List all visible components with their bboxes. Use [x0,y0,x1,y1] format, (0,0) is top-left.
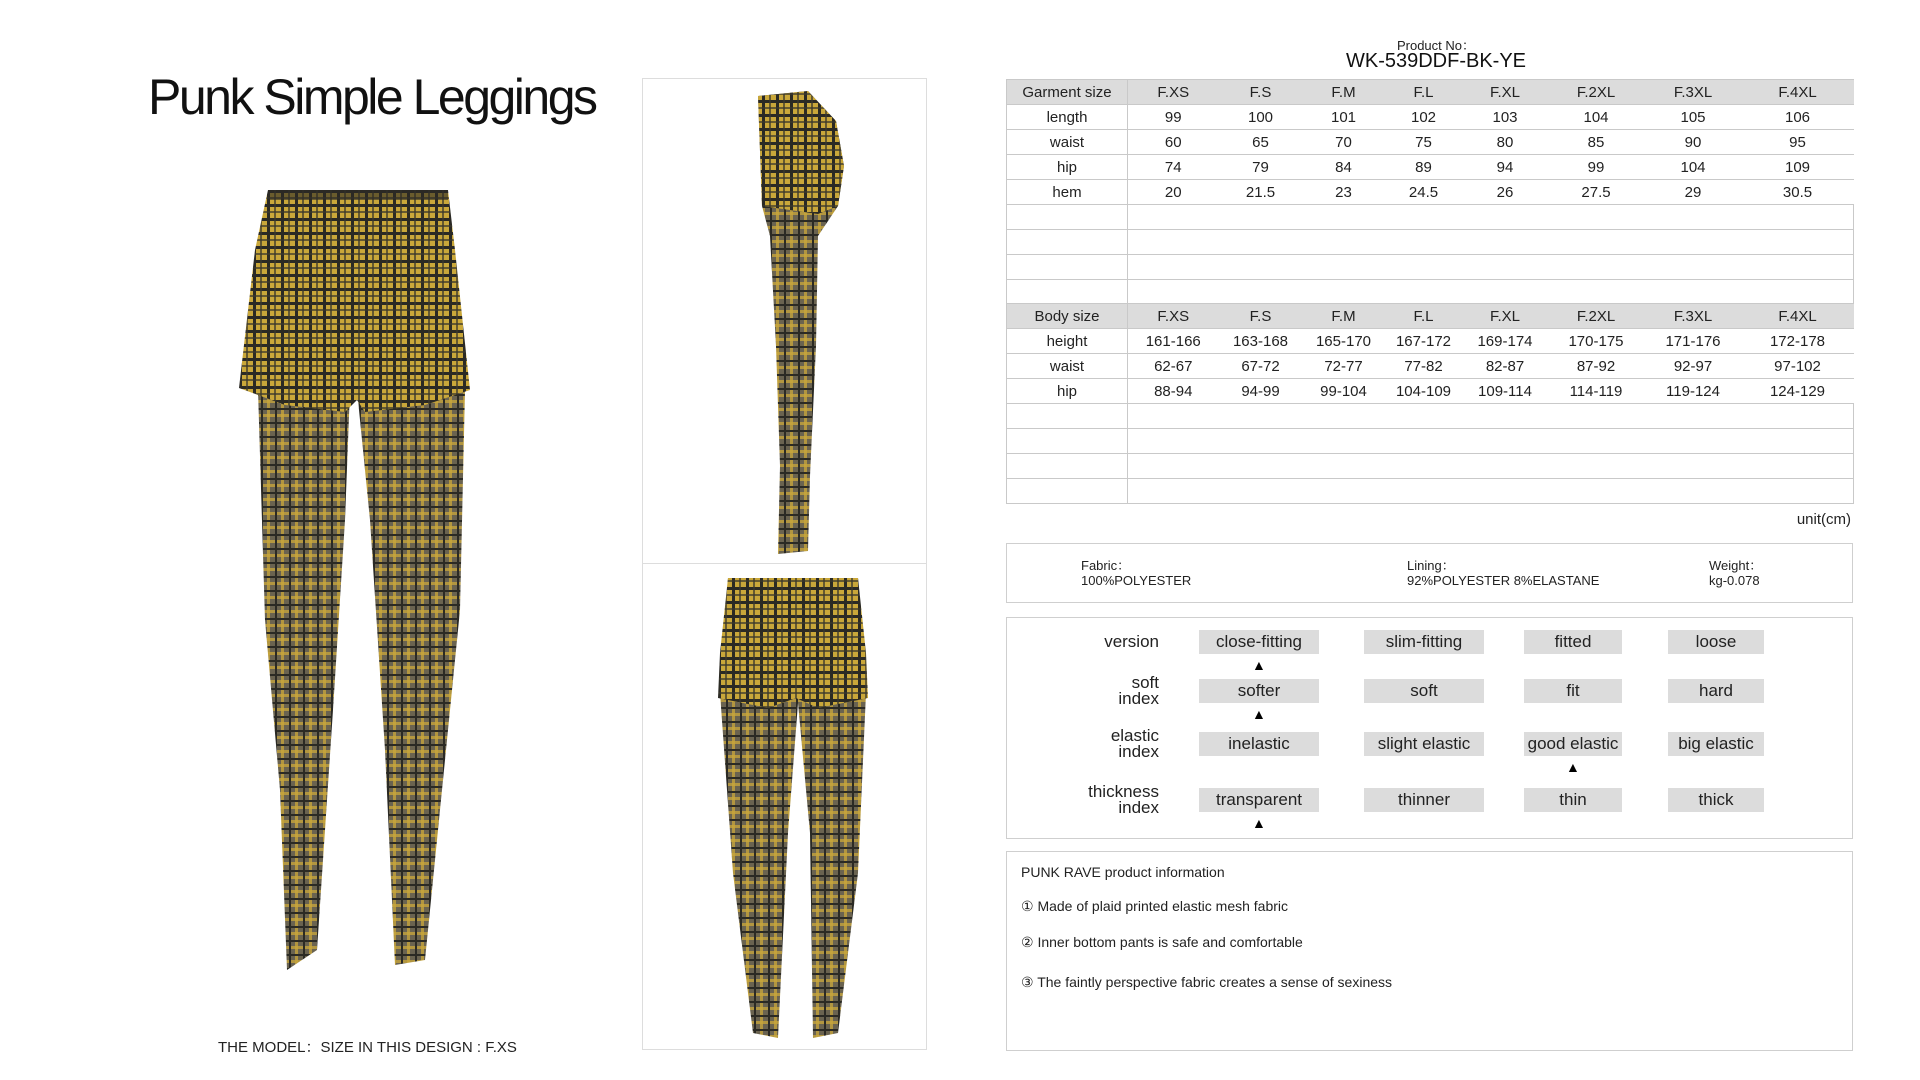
table-cell: 90 [1645,130,1742,155]
table-cell: 99-104 [1303,379,1385,404]
table-cell: 105 [1645,105,1742,130]
index-option: close-fitting [1199,630,1319,654]
table-cell: 161-166 [1128,329,1219,354]
index-option: loose [1668,630,1764,654]
table-cell: 67-72 [1219,354,1303,379]
header-cell: F.XS [1128,304,1219,329]
table-row [1007,105,1854,130]
table-cell: 100 [1219,105,1303,130]
weight-info [1709,558,1762,588]
body-size-block [1006,303,1853,530]
header-cell: F.XL [1463,304,1548,329]
table-cell: 165-170 [1303,329,1385,354]
table-cell: 119-124 [1645,379,1742,404]
table-cell: 101 [1303,105,1385,130]
table-cell: 109 [1742,155,1854,180]
table-cell: 70 [1303,130,1385,155]
table-cell: 77-82 [1385,354,1463,379]
header-cell: F.S [1219,80,1303,105]
index-option: thinner [1364,788,1484,812]
header-cell: F.4XL [1742,304,1854,329]
table-cell: 99 [1128,105,1219,130]
table-cell: 72-77 [1303,354,1385,379]
header-cell: F.M [1303,80,1385,105]
garment-header-row [1007,80,1854,105]
index-option: slight elastic [1364,732,1484,756]
table-cell: 104-109 [1385,379,1463,404]
header-cell: F.2XL [1548,80,1645,105]
table-cell: 88-94 [1128,379,1219,404]
table-cell: 163-168 [1219,329,1303,354]
empty-row [1007,230,1854,255]
index-label: soft index [1118,673,1159,708]
lining-value: 92%POLYESTER 8%ELASTANE [1407,573,1600,588]
empty-row [1007,255,1854,280]
table-cell: 60 [1128,130,1219,155]
table-cell: 82-87 [1463,354,1548,379]
index-label: version [1104,632,1159,651]
lining-label: Lining： [1407,558,1455,573]
table-cell: 106 [1742,105,1854,130]
lining-info [1407,558,1599,588]
index-label: elastic index [1110,726,1159,761]
row-label: length [1007,105,1128,130]
product-number-label: Product No： [1396,38,1476,53]
table-cell: 167-172 [1385,329,1463,354]
header-cell: F.S [1219,304,1303,329]
row-label: hem [1007,180,1128,205]
page-title: Punk Simple Leggings [148,69,596,125]
garment-size-table [1006,79,1854,305]
index-option: slim-fitting [1364,630,1484,654]
table-cell: 79 [1219,155,1303,180]
header-cell: F.4XL [1742,80,1854,105]
table-cell: 99 [1548,155,1645,180]
header-cell: F.3XL [1645,80,1742,105]
table-cell: 85 [1548,130,1645,155]
index-option: soft [1364,679,1484,703]
header-cell: F.L [1385,304,1463,329]
table-cell: 89 [1385,155,1463,180]
index-option: good elastic [1524,732,1622,756]
table-cell: 92-97 [1645,354,1742,379]
table-cell: 29 [1645,180,1742,205]
table-cell: 23 [1303,180,1385,205]
table-cell: 30.5 [1742,180,1854,205]
product-image-back [718,573,868,1048]
header-cell: F.2XL [1548,304,1645,329]
table-cell: 87-92 [1548,354,1645,379]
table-cell: 27.5 [1548,180,1645,205]
table-cell: 65 [1219,130,1303,155]
info-title: PUNK RAVE product information [1021,864,1225,880]
product-number: WK-539DDF-BK-YE [1345,50,1527,72]
table-cell: 21.5 [1219,180,1303,205]
index-option: fitted [1524,630,1622,654]
fabric-label: Fabric： [1081,558,1131,573]
table-cell: 114-119 [1548,379,1645,404]
header-cell: Garment size [1007,80,1128,105]
empty-row [1007,454,1854,479]
table-cell: 103 [1463,105,1548,130]
product-info-box [1006,851,1853,1051]
body-size-table [1006,303,1854,504]
header-cell: F.XL [1463,80,1548,105]
table-cell: 94-99 [1219,379,1303,404]
table-cell: 97-102 [1742,354,1854,379]
table-cell: 102 [1385,105,1463,130]
info-item: ③ The faintly perspective fabric creates a sense of sexiness [1021,974,1393,990]
row-label: hip [1007,155,1128,180]
table-cell: 75 [1385,130,1463,155]
table-cell: 94 [1463,155,1548,180]
weight-value: kg-0.078 [1709,573,1760,588]
table-cell: 171-176 [1645,329,1742,354]
header-cell: F.L [1385,80,1463,105]
index-option: big elastic [1668,732,1764,756]
table-cell: 62-67 [1128,354,1219,379]
table-row [1007,130,1854,155]
index-option: inelastic [1199,732,1319,756]
table-cell: 169-174 [1463,329,1548,354]
header-cell: Body size [1007,304,1128,329]
table-cell: 24.5 [1385,180,1463,205]
unit-label: unit(cm) [1796,511,1851,528]
image-divider [642,563,927,564]
table-cell: 26 [1463,180,1548,205]
materials-box [1006,543,1853,603]
selected-marker-icon: ▲ [1252,706,1266,722]
table-cell: 109-114 [1463,379,1548,404]
table-cell: 80 [1463,130,1548,155]
header-cell: F.M [1303,304,1385,329]
body-header-row [1007,304,1854,329]
table-cell: 95 [1742,130,1854,155]
empty-row [1007,479,1854,504]
row-label: height [1007,329,1128,354]
info-item: ② Inner bottom pants is safe and comfortable [1021,934,1303,950]
index-option: thick [1668,788,1764,812]
product-image-side [748,86,848,561]
index-option: thin [1524,788,1622,812]
fabric-info [1081,558,1191,588]
header-cell: F.3XL [1645,304,1742,329]
table-cell: 124-129 [1742,379,1854,404]
index-option: fit [1524,679,1622,703]
fit-index-box [1006,617,1853,839]
header-cell: F.XS [1128,80,1219,105]
table-cell: 170-175 [1548,329,1645,354]
selected-marker-icon: ▲ [1252,815,1266,831]
selected-marker-icon: ▲ [1566,759,1580,775]
row-label: hip [1007,379,1128,404]
row-label: waist [1007,130,1128,155]
product-image-front [225,190,490,975]
table-row [1007,180,1854,205]
table-row [1007,155,1854,180]
index-option: hard [1668,679,1764,703]
table-row [1007,354,1854,379]
table-cell: 104 [1645,155,1742,180]
table-cell: 84 [1303,155,1385,180]
model-size-note: THE MODEL：SIZE IN THIS DESIGN : F.XS [218,1039,517,1056]
selected-marker-icon: ▲ [1252,657,1266,673]
table-row [1007,329,1854,354]
empty-row [1007,205,1854,230]
row-label: waist [1007,354,1128,379]
index-label: thickness index [1088,782,1159,817]
table-cell: 20 [1128,180,1219,205]
index-option: softer [1199,679,1319,703]
table-cell: 172-178 [1742,329,1854,354]
index-option: transparent [1199,788,1319,812]
empty-row [1007,429,1854,454]
table-cell: 74 [1128,155,1219,180]
empty-row [1007,280,1854,305]
fabric-value: 100%POLYESTER [1081,573,1192,588]
table-cell: 104 [1548,105,1645,130]
empty-row [1007,404,1854,429]
info-item: ① Made of plaid printed elastic mesh fabric [1021,898,1289,914]
table-row [1007,379,1854,404]
weight-label: Weight： [1709,558,1763,573]
